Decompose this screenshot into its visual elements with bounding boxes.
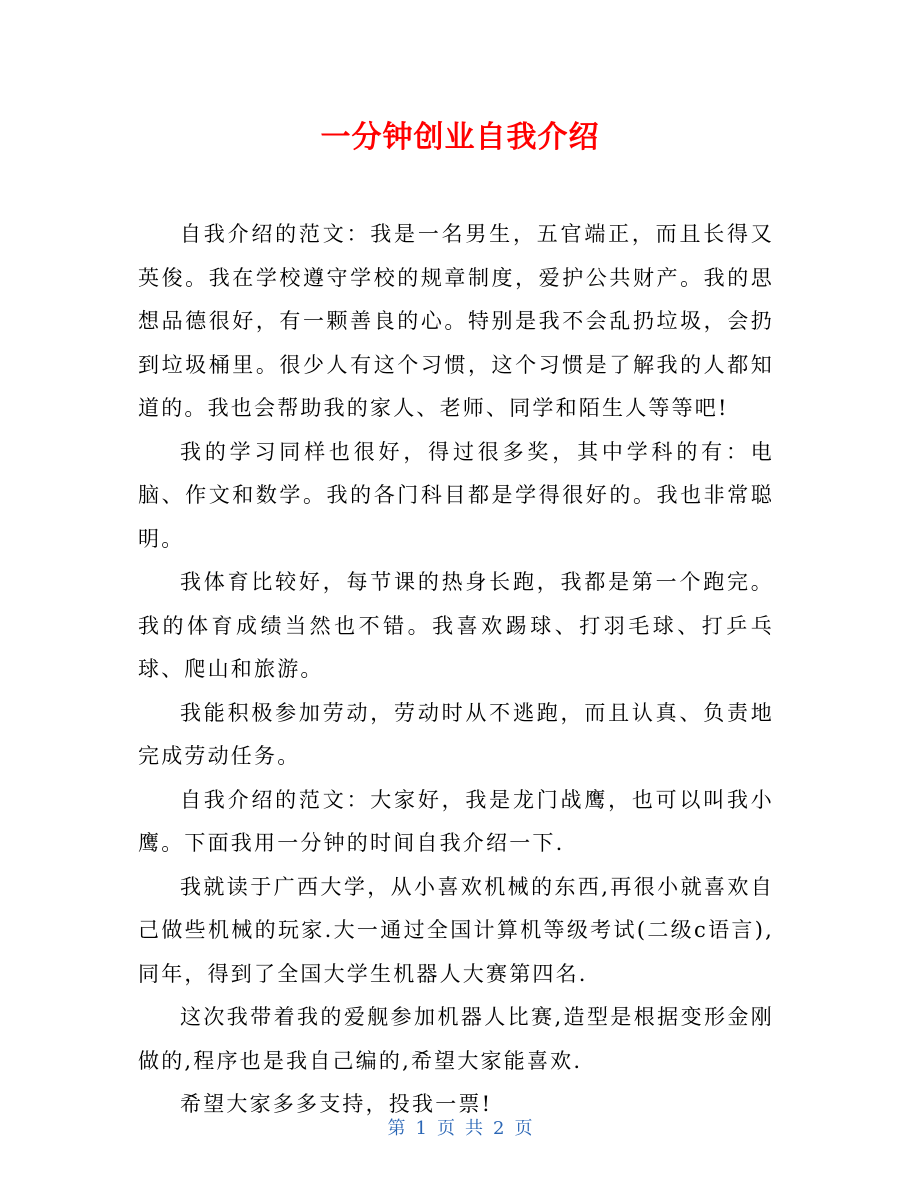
page-number-footer (0, 1114, 920, 1140)
paragraph-2: 我的学习同样也很好，得过很多奖，其中学科的有：电脑、作文和数学。我的各门科目都是学得很好的。我也非常聪明。 (138, 439, 774, 551)
paragraph-3: 我体育比较好，每节课的热身长跑，我都是第一个跑完。我的体育成绩当然也不错。我喜欢踢球、打羽毛球、打乒乓球、爬山和旅游。 (138, 570, 774, 681)
paragraph-1: 自我介绍的范文：我是一名男生，五官端正，而且长得又英俊。我在学校遵守学校的规章制度，爱护公共财产。我的思想品德很好，有一颗善良的心。特别是我不会乱扔垃圾，会扔到垃圾桶里。很少人有这个习惯，这个习惯是了解我的人都知道的。我也会帮助我的家人、老师、同学和陌生人等等吧! (138, 222, 774, 420)
footer-total-pages: 2 (493, 1118, 505, 1139)
paragraph-6: 我就读于广西大学，从小喜欢机械的东西,再很小就喜欢自己做些机械的玩家.大一通过全国计算机等级考试(二级c语言),同年，得到了全国大学生机器人大赛第四名. (138, 874, 774, 986)
paragraph-8: 希望大家多多支持，投我一票! (180, 1092, 493, 1116)
footer-label-total: 共 (465, 1118, 483, 1139)
document-title: 一分钟创业自我介绍 (320, 120, 600, 155)
footer-current-page: 1 (415, 1118, 427, 1139)
document-body (138, 213, 774, 1127)
footer-label-end: 页 (514, 1118, 533, 1139)
footer-label-pages: 页 (437, 1118, 455, 1139)
paragraph-7: 这次我带着我的爱舰参加机器人比赛,造型是根据变形金刚做的,程序也是我自己编的,希望大家能喜欢. (138, 1005, 774, 1073)
footer-label-page: 第 (387, 1118, 406, 1139)
paragraph-5: 自我介绍的范文：大家好，我是龙门战鹰，也可以叫我小鹰。下面我用一分钟的时间自我介绍一下. (138, 787, 774, 855)
paragraph-4: 我能积极参加劳动，劳动时从不逃跑，而且认真、负责地完成劳动任务。 (138, 700, 774, 768)
